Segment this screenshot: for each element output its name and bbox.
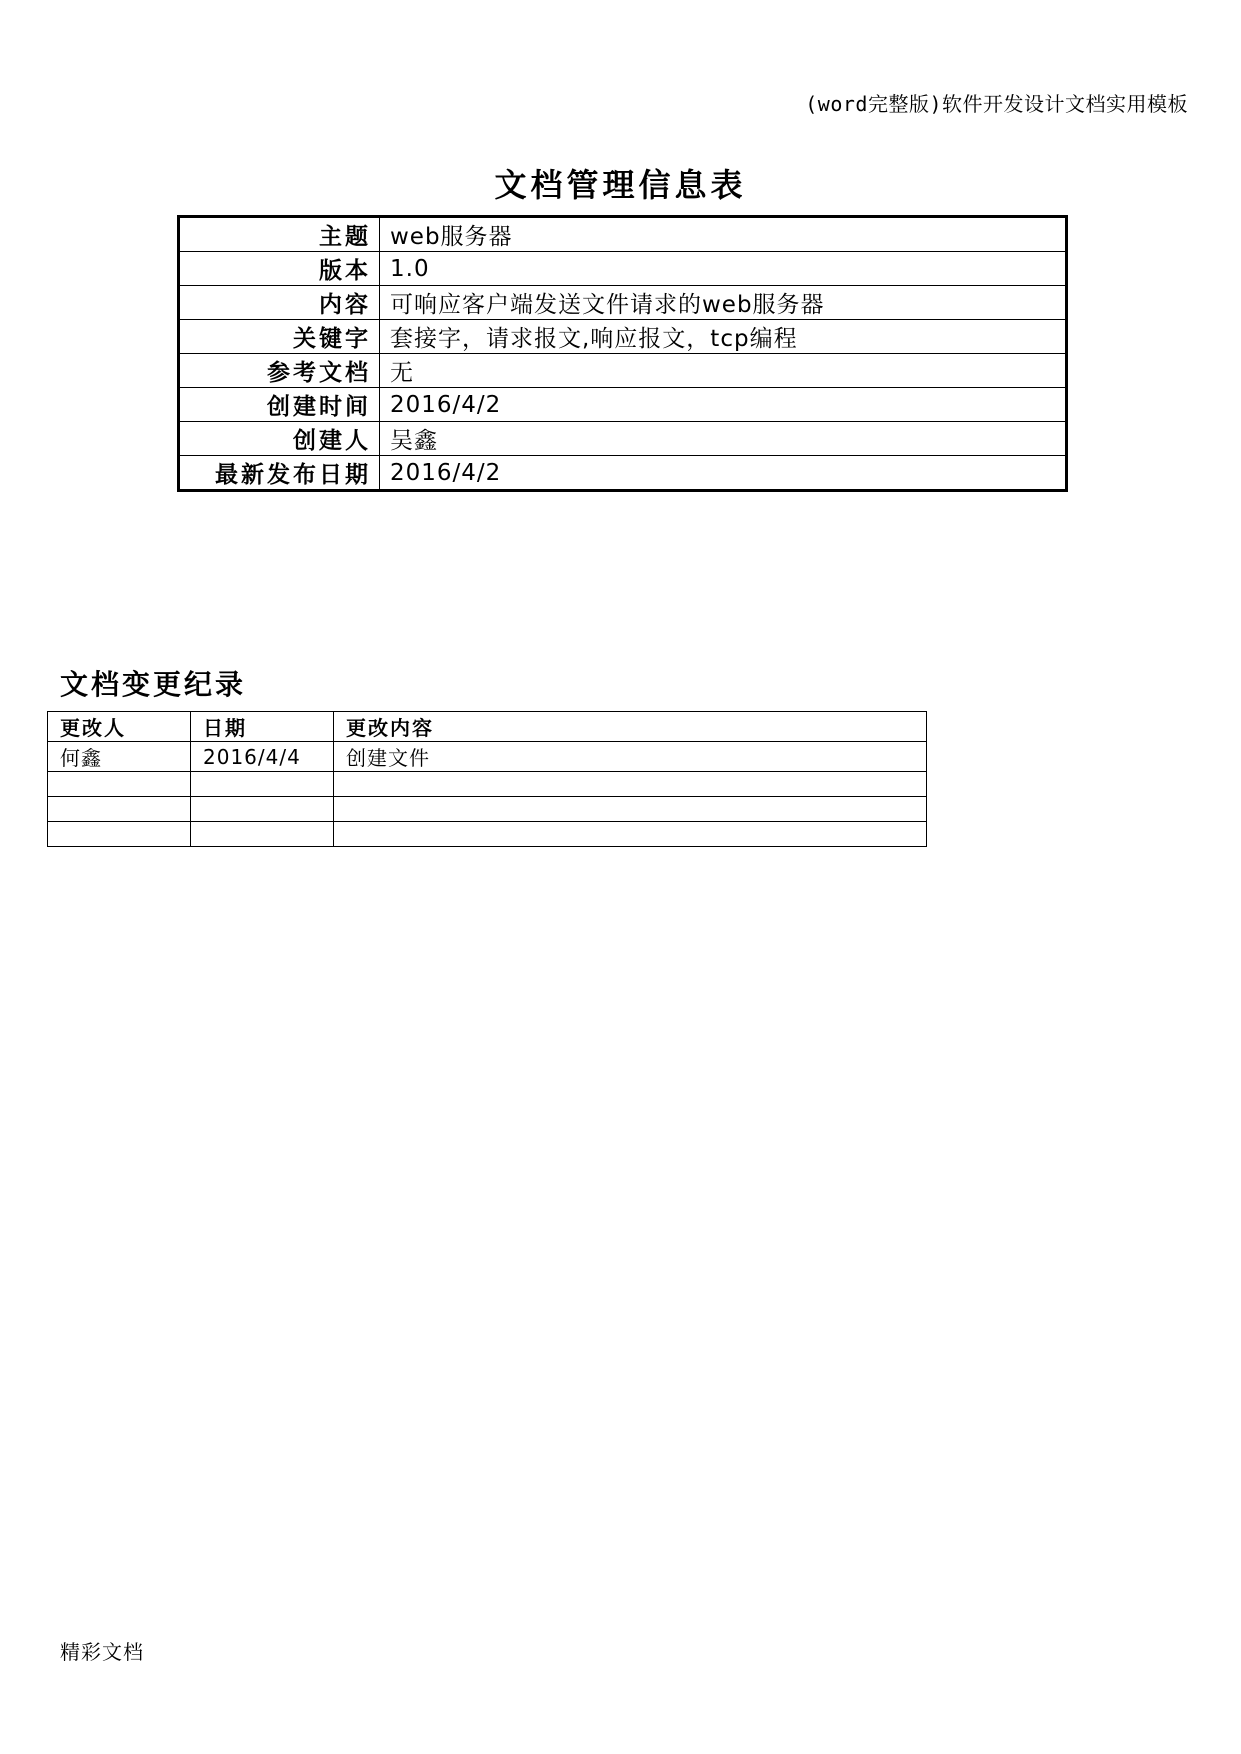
table-cell <box>334 822 927 847</box>
info-value: 可响应客户端发送文件请求的web服务器 <box>380 286 1067 320</box>
info-value: 1.0 <box>380 252 1067 286</box>
column-header-change-content: 更改内容 <box>334 712 927 742</box>
document-title: 文档管理信息表 <box>494 166 747 204</box>
info-label: 关键字 <box>179 320 380 354</box>
info-table <box>177 215 1068 492</box>
info-row-content <box>179 286 1067 320</box>
table-cell <box>48 772 191 797</box>
info-value: 无 <box>380 354 1067 388</box>
column-header-changer: 更改人 <box>48 712 191 742</box>
page-footer: 精彩文档 <box>60 1640 144 1664</box>
info-value: 吴鑫 <box>380 422 1067 456</box>
table-cell: 创建文件 <box>334 742 927 772</box>
table-cell: 何鑫 <box>48 742 191 772</box>
change-log-title: 文档变更纪录 <box>60 668 247 701</box>
info-value: 2016/4/2 <box>380 388 1067 422</box>
table-cell <box>191 772 334 797</box>
info-value: 2016/4/2 <box>380 456 1067 491</box>
change-log-header-row <box>48 712 927 742</box>
info-label: 主题 <box>179 217 380 252</box>
info-row-references <box>179 354 1067 388</box>
table-cell <box>334 772 927 797</box>
info-row-keywords <box>179 320 1067 354</box>
table-row <box>48 797 927 822</box>
table-cell <box>48 822 191 847</box>
info-row-subject <box>179 217 1067 252</box>
table-cell <box>191 797 334 822</box>
info-row-created-date <box>179 388 1067 422</box>
info-row-version <box>179 252 1067 286</box>
table-row <box>48 742 927 772</box>
table-row <box>48 772 927 797</box>
table-cell <box>191 822 334 847</box>
info-value: web服务器 <box>380 217 1067 252</box>
change-log-table <box>47 711 927 847</box>
info-row-creator <box>179 422 1067 456</box>
info-label: 版本 <box>179 252 380 286</box>
table-row <box>48 822 927 847</box>
column-header-date: 日期 <box>191 712 334 742</box>
info-row-release-date <box>179 456 1067 491</box>
table-cell <box>334 797 927 822</box>
table-cell: 2016/4/4 <box>191 742 334 772</box>
table-cell <box>48 797 191 822</box>
info-label: 创建时间 <box>179 388 380 422</box>
info-label: 内容 <box>179 286 380 320</box>
page-header: (word完整版)软件开发设计文档实用模板 <box>805 92 1188 116</box>
info-label: 参考文档 <box>179 354 380 388</box>
info-value: 套接字，请求报文,响应报文，tcp编程 <box>380 320 1067 354</box>
info-label: 最新发布日期 <box>179 456 380 491</box>
info-label: 创建人 <box>179 422 380 456</box>
